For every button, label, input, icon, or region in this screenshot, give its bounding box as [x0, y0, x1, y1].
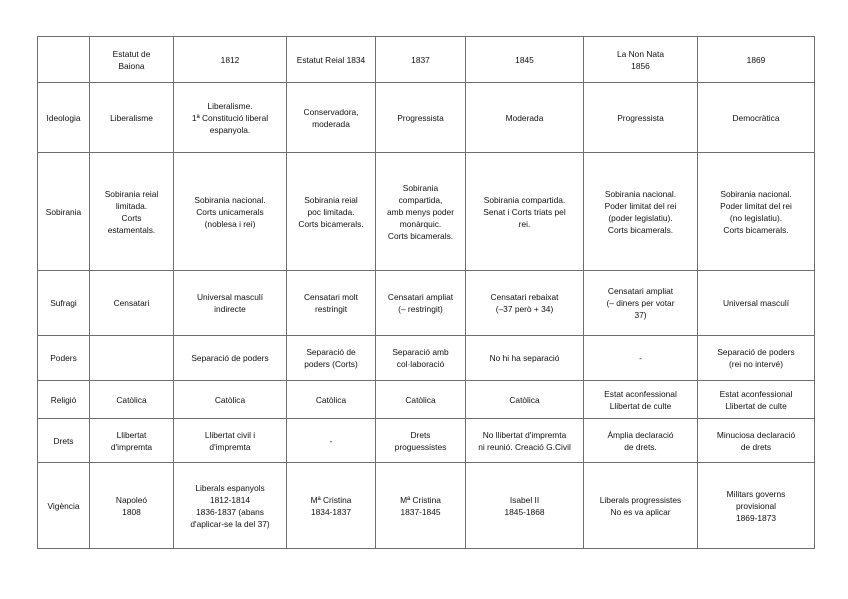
table-cell: -	[287, 419, 376, 463]
table-row-poders	[38, 336, 815, 381]
table-cell: Censatari	[90, 271, 174, 336]
header-cell-empty	[38, 37, 90, 83]
table-cell: Sobirania compartida, amb menys poder monàrquic. Corts bicamerals.	[376, 153, 466, 271]
table-cell: Mª Cristina 1834-1837	[287, 463, 376, 549]
table-cell: Sobirania reial poc limitada. Corts bicamerals.	[287, 153, 376, 271]
table-row-sobirania	[38, 153, 815, 271]
row-label: Sobirania	[38, 153, 90, 271]
table-cell: Universal masculí indirecte	[174, 271, 287, 336]
table-cell: Estat aconfessional Llibertat de culte	[698, 381, 815, 419]
table-cell: Liberals progressistes No es va aplicar	[584, 463, 698, 549]
table-cell: No hi ha separació	[466, 336, 584, 381]
table-cell: Progressista	[376, 83, 466, 153]
header-cell-1845: 1845	[466, 37, 584, 83]
table-cell: Catòlica	[90, 381, 174, 419]
constitutions-comparison-table	[37, 36, 815, 549]
table-cell: Estat aconfessional Llibertat de culte	[584, 381, 698, 419]
table-cell: Sobirania nacional. Poder limitat del rei (poder legislatiu). Corts bicamerals.	[584, 153, 698, 271]
table-cell: No llibertat d'impremta ni reunió. Creació G.Civil	[466, 419, 584, 463]
table-cell: Universal masculí	[698, 271, 815, 336]
table-row-drets	[38, 419, 815, 463]
table-cell: Censatari molt restringit	[287, 271, 376, 336]
header-cell-1834: Estatut Reial 1834	[287, 37, 376, 83]
table-cell: Napoleó 1808	[90, 463, 174, 549]
table-cell: Minuciosa declaració de drets	[698, 419, 815, 463]
table-cell: -	[584, 336, 698, 381]
table-cell: Separació de poders	[174, 336, 287, 381]
table-row-ideologia	[38, 83, 815, 153]
table-cell: Censatari ampliat (– diners per votar 37)	[584, 271, 698, 336]
header-cell-1837: 1837	[376, 37, 466, 83]
table-cell: Conservadora, moderada	[287, 83, 376, 153]
table-cell: Moderada	[466, 83, 584, 153]
table-cell: Liberalisme	[90, 83, 174, 153]
table-cell: Drets proguessistes	[376, 419, 466, 463]
table-cell: Sobirania nacional. Poder limitat del rei (no legislatiu). Corts bicamerals.	[698, 153, 815, 271]
row-label: Vigència	[38, 463, 90, 549]
table-cell: Sobirania compartida. Senat i Corts triats pel rei.	[466, 153, 584, 271]
table-cell: Llibertat civil i d'impremta	[174, 419, 287, 463]
table-cell: Liberalisme. 1ª Constitució liberal espanyola.	[174, 83, 287, 153]
table-cell: Separació amb col·laboració	[376, 336, 466, 381]
table-cell: Catòlica	[287, 381, 376, 419]
row-label: Poders	[38, 336, 90, 381]
table-cell: Censatari ampliat (– restringit)	[376, 271, 466, 336]
table-cell: Catòlica	[466, 381, 584, 419]
table-cell: Progressista	[584, 83, 698, 153]
table-cell: Isabel II 1845-1868	[466, 463, 584, 549]
row-label: Drets	[38, 419, 90, 463]
header-cell-1812: 1812	[174, 37, 287, 83]
row-label: Ideologia	[38, 83, 90, 153]
table-cell: Sobirania reial limitada. Corts estamentals.	[90, 153, 174, 271]
table-cell: Militars governs provisional 1869-1873	[698, 463, 815, 549]
row-label: Religió	[38, 381, 90, 419]
table-cell: Democràtica	[698, 83, 815, 153]
table-cell: Separació de poders (rei no intervé)	[698, 336, 815, 381]
table-cell: Sobirania nacional. Corts unicamerals (noblesa i rei)	[174, 153, 287, 271]
table-cell	[90, 336, 174, 381]
table-cell: Àmplia declaració de drets.	[584, 419, 698, 463]
table-row-sufragi	[38, 271, 815, 336]
table-cell: Liberals espanyols 1812-1814 1836-1837 (abans d'aplicar-se la del 37)	[174, 463, 287, 549]
table-cell: Mª Cristina 1837-1845	[376, 463, 466, 549]
row-label: Sufragi	[38, 271, 90, 336]
table-cell: Separació de poders (Corts)	[287, 336, 376, 381]
table-cell: Censatari rebaixat (–37 però + 34)	[466, 271, 584, 336]
table-row-religio	[38, 381, 815, 419]
header-cell-1869: 1869	[698, 37, 815, 83]
table-cell: Catòlica	[174, 381, 287, 419]
header-cell-baiona: Estatut de Baiona	[90, 37, 174, 83]
header-row	[38, 37, 815, 83]
header-cell-1856: La Non Nata 1856	[584, 37, 698, 83]
table-cell: Catòlica	[376, 381, 466, 419]
table-cell: Llibertat d'impremta	[90, 419, 174, 463]
table-row-vigencia	[38, 463, 815, 549]
